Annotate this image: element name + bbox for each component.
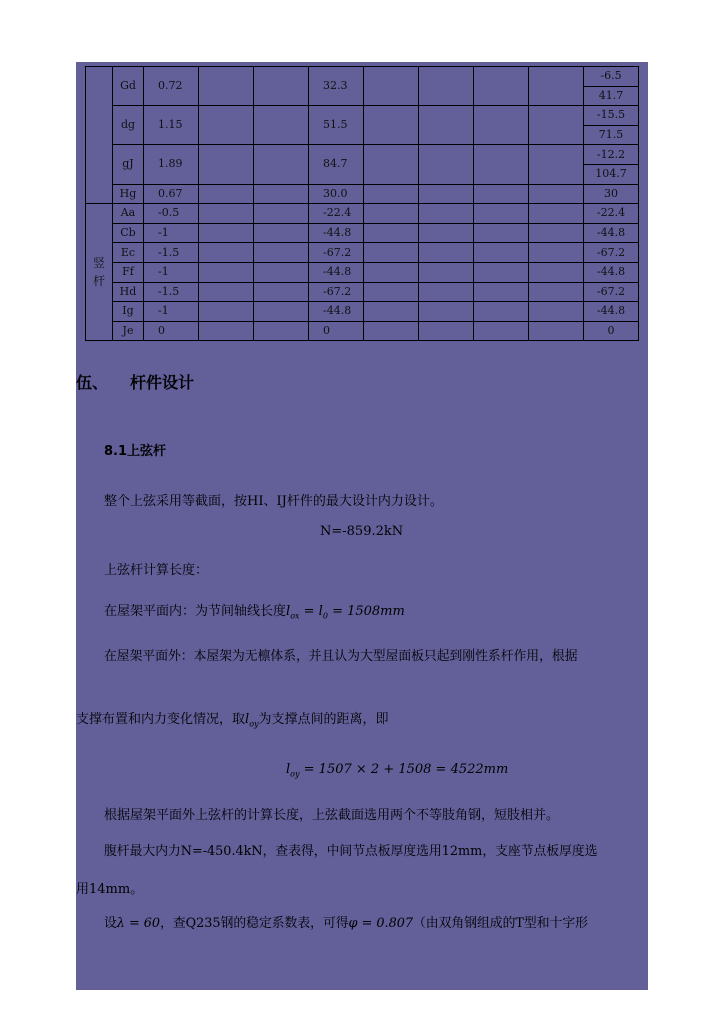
blank-cell bbox=[419, 184, 474, 204]
length-formula: $l_{ox} = l_0 = 1508mm$ bbox=[286, 604, 405, 621]
blank-cell bbox=[474, 223, 529, 243]
coef-cell: 0.72 bbox=[144, 67, 199, 106]
combined-force-cell: -6.5 bbox=[584, 67, 639, 87]
blank-cell bbox=[419, 204, 474, 224]
section-number: 伍、 bbox=[76, 373, 109, 392]
blank-cell bbox=[419, 145, 474, 184]
combined-force-cell: -15.5 bbox=[584, 106, 639, 126]
member-cell: Ff bbox=[113, 262, 144, 282]
equation-2: $l_{oy} = 1507 \times 2 + 1508 = 4522mm$ bbox=[286, 762, 509, 779]
blank-cell bbox=[364, 282, 419, 302]
group-label-cell: 竖 杆 bbox=[86, 204, 113, 341]
combined-force-cell: -12.2 bbox=[584, 145, 639, 165]
force-cell: -22.4 bbox=[309, 204, 364, 224]
blank-cell bbox=[199, 67, 254, 106]
force-cell: 84.7 bbox=[309, 145, 364, 184]
blank-cell bbox=[199, 223, 254, 243]
combined-force-cell: 104.7 bbox=[584, 164, 639, 184]
paragraph-3-text: 在屋架平面内：为节间轴线长度 bbox=[104, 604, 287, 619]
paragraph-9: 设λ = 60，查Q235钢的稳定系数表，可得φ = 0.807（由双角钢组成的T型和十字形 bbox=[104, 916, 588, 931]
blank-cell bbox=[474, 302, 529, 322]
phi-value: φ = 0.807 bbox=[348, 916, 413, 931]
blank-cell bbox=[199, 321, 254, 341]
paragraph-2: 上弦杆计算长度： bbox=[104, 563, 209, 578]
blank-cell bbox=[254, 321, 309, 341]
combined-force-cell: -44.8 bbox=[584, 262, 639, 282]
blank-cell bbox=[364, 223, 419, 243]
table-row bbox=[86, 282, 639, 302]
blank-cell bbox=[529, 67, 584, 106]
paragraph-4: 在屋架平面外：本屋架为无檩体系，并且认为大型屋面板只起到刚性系杆作用，根据 bbox=[104, 649, 578, 664]
blank-cell bbox=[474, 262, 529, 282]
blank-cell bbox=[254, 106, 309, 145]
blank-cell bbox=[529, 302, 584, 322]
blank-cell bbox=[529, 184, 584, 204]
blank-cell bbox=[254, 302, 309, 322]
blank-cell bbox=[419, 321, 474, 341]
coef-cell: -1.5 bbox=[144, 243, 199, 263]
coef-cell: 0 bbox=[144, 321, 199, 341]
blank-cell bbox=[419, 262, 474, 282]
subsection-heading: 8.1上弦杆 bbox=[104, 444, 167, 459]
blank-cell bbox=[364, 243, 419, 263]
blank-cell bbox=[419, 106, 474, 145]
table-row bbox=[86, 184, 639, 204]
blank-cell bbox=[199, 184, 254, 204]
blank-cell bbox=[364, 321, 419, 341]
coef-cell: -1 bbox=[144, 262, 199, 282]
paragraph-5: 支撑布置和内力变化情况，取$l_{oy}$为支撑点间的距离，即 bbox=[76, 712, 389, 729]
blank-cell bbox=[529, 106, 584, 145]
member-cell: Hg bbox=[113, 184, 144, 204]
combined-force-cell: 0 bbox=[584, 321, 639, 341]
blank-cell bbox=[419, 243, 474, 263]
blank-cell bbox=[474, 106, 529, 145]
member-cell: Aa bbox=[113, 204, 144, 224]
coef-cell: 1.15 bbox=[144, 106, 199, 145]
blank-cell bbox=[199, 145, 254, 184]
blank-cell bbox=[254, 223, 309, 243]
blank-cell bbox=[199, 262, 254, 282]
paragraph-1: 整个上弦采用等截面，按HI、IJ杆件的最大设计内力设计。 bbox=[104, 494, 443, 509]
paragraph-7: 腹杆最大内力N=-450.4kN，查表得，中间节点板厚度选用12mm，支座节点板厚度选 bbox=[104, 844, 598, 859]
blank-cell bbox=[529, 204, 584, 224]
blank-cell bbox=[364, 67, 419, 106]
blank-cell bbox=[419, 302, 474, 322]
member-cell: Ec bbox=[113, 243, 144, 263]
force-cell: 30.0 bbox=[309, 184, 364, 204]
blank-cell bbox=[254, 184, 309, 204]
blank-cell bbox=[254, 204, 309, 224]
coef-cell: -1 bbox=[144, 223, 199, 243]
table-row bbox=[86, 204, 639, 224]
blank-cell bbox=[474, 145, 529, 184]
blank-cell bbox=[474, 243, 529, 263]
blank-cell bbox=[364, 106, 419, 145]
blank-cell bbox=[254, 243, 309, 263]
force-cell: -67.2 bbox=[309, 282, 364, 302]
member-cell: Hd bbox=[113, 282, 144, 302]
blank-cell bbox=[364, 145, 419, 184]
blank-cell bbox=[364, 302, 419, 322]
combined-force-cell: 41.7 bbox=[584, 86, 639, 106]
blank-cell bbox=[199, 302, 254, 322]
member-cell: Ig bbox=[113, 302, 144, 322]
table-row bbox=[86, 243, 639, 263]
group-cell bbox=[86, 67, 113, 204]
blank-cell bbox=[254, 262, 309, 282]
blank-cell bbox=[254, 282, 309, 302]
blank-cell bbox=[529, 223, 584, 243]
blank-cell bbox=[529, 321, 584, 341]
paragraph-8: 用14mm。 bbox=[76, 882, 144, 897]
member-cell: Cb bbox=[113, 223, 144, 243]
blank-cell bbox=[199, 106, 254, 145]
member-cell: Je bbox=[113, 321, 144, 341]
combined-force-cell: -44.8 bbox=[584, 302, 639, 322]
table-row bbox=[86, 67, 639, 87]
blank-cell bbox=[364, 184, 419, 204]
loy-symbol: $l_{oy}$ bbox=[245, 712, 259, 729]
blank-cell bbox=[474, 184, 529, 204]
force-cell: 0 bbox=[309, 321, 364, 341]
blank-cell bbox=[364, 204, 419, 224]
member-force-table bbox=[85, 66, 639, 341]
member-cell: gJ bbox=[113, 145, 144, 184]
lambda-value: λ = 60 bbox=[116, 916, 161, 931]
table-row bbox=[86, 262, 639, 282]
coef-cell: -1.5 bbox=[144, 282, 199, 302]
blank-cell bbox=[474, 321, 529, 341]
paragraph-6: 根据屋架平面外上弦杆的计算长度，上弦截面选用两个不等肢角钢，短肢相并。 bbox=[104, 808, 560, 823]
blank-cell bbox=[419, 282, 474, 302]
blank-cell bbox=[529, 243, 584, 263]
blank-cell bbox=[474, 67, 529, 106]
table-row bbox=[86, 321, 639, 341]
blank-cell bbox=[529, 282, 584, 302]
force-cell: -44.8 bbox=[309, 223, 364, 243]
blank-cell bbox=[364, 262, 419, 282]
section-heading bbox=[76, 370, 194, 393]
blank-cell bbox=[419, 223, 474, 243]
combined-force-cell: -67.2 bbox=[584, 243, 639, 263]
combined-force-cell: -67.2 bbox=[584, 282, 639, 302]
section-title: 杆件设计 bbox=[130, 373, 195, 392]
blank-cell bbox=[199, 243, 254, 263]
combined-force-cell: -22.4 bbox=[584, 204, 639, 224]
member-cell: Gd bbox=[113, 67, 144, 106]
blank-cell bbox=[254, 67, 309, 106]
coef-cell: -1 bbox=[144, 302, 199, 322]
blank-cell bbox=[199, 204, 254, 224]
paragraph-3 bbox=[104, 600, 405, 621]
blank-cell bbox=[474, 282, 529, 302]
blank-cell bbox=[474, 204, 529, 224]
table-row bbox=[86, 106, 639, 126]
blank-cell bbox=[529, 145, 584, 184]
member-cell: dg bbox=[113, 106, 144, 145]
force-cell: -44.8 bbox=[309, 302, 364, 322]
blank-cell bbox=[419, 67, 474, 106]
force-cell: 51.5 bbox=[309, 106, 364, 145]
coef-cell: 1.89 bbox=[144, 145, 199, 184]
combined-force-cell: -44.8 bbox=[584, 223, 639, 243]
document-page bbox=[76, 62, 648, 990]
blank-cell bbox=[199, 282, 254, 302]
coef-cell: -0.5 bbox=[144, 204, 199, 224]
coef-cell: 0.67 bbox=[144, 184, 199, 204]
equation-1: N=-859.2kN bbox=[320, 524, 404, 539]
table-row bbox=[86, 145, 639, 165]
force-cell: 32.3 bbox=[309, 67, 364, 106]
force-cell: -67.2 bbox=[309, 243, 364, 263]
combined-force-cell: 30 bbox=[584, 184, 639, 204]
table-row bbox=[86, 302, 639, 322]
blank-cell bbox=[529, 262, 584, 282]
table-row bbox=[86, 223, 639, 243]
force-cell: -44.8 bbox=[309, 262, 364, 282]
blank-cell bbox=[254, 145, 309, 184]
combined-force-cell: 71.5 bbox=[584, 125, 639, 145]
